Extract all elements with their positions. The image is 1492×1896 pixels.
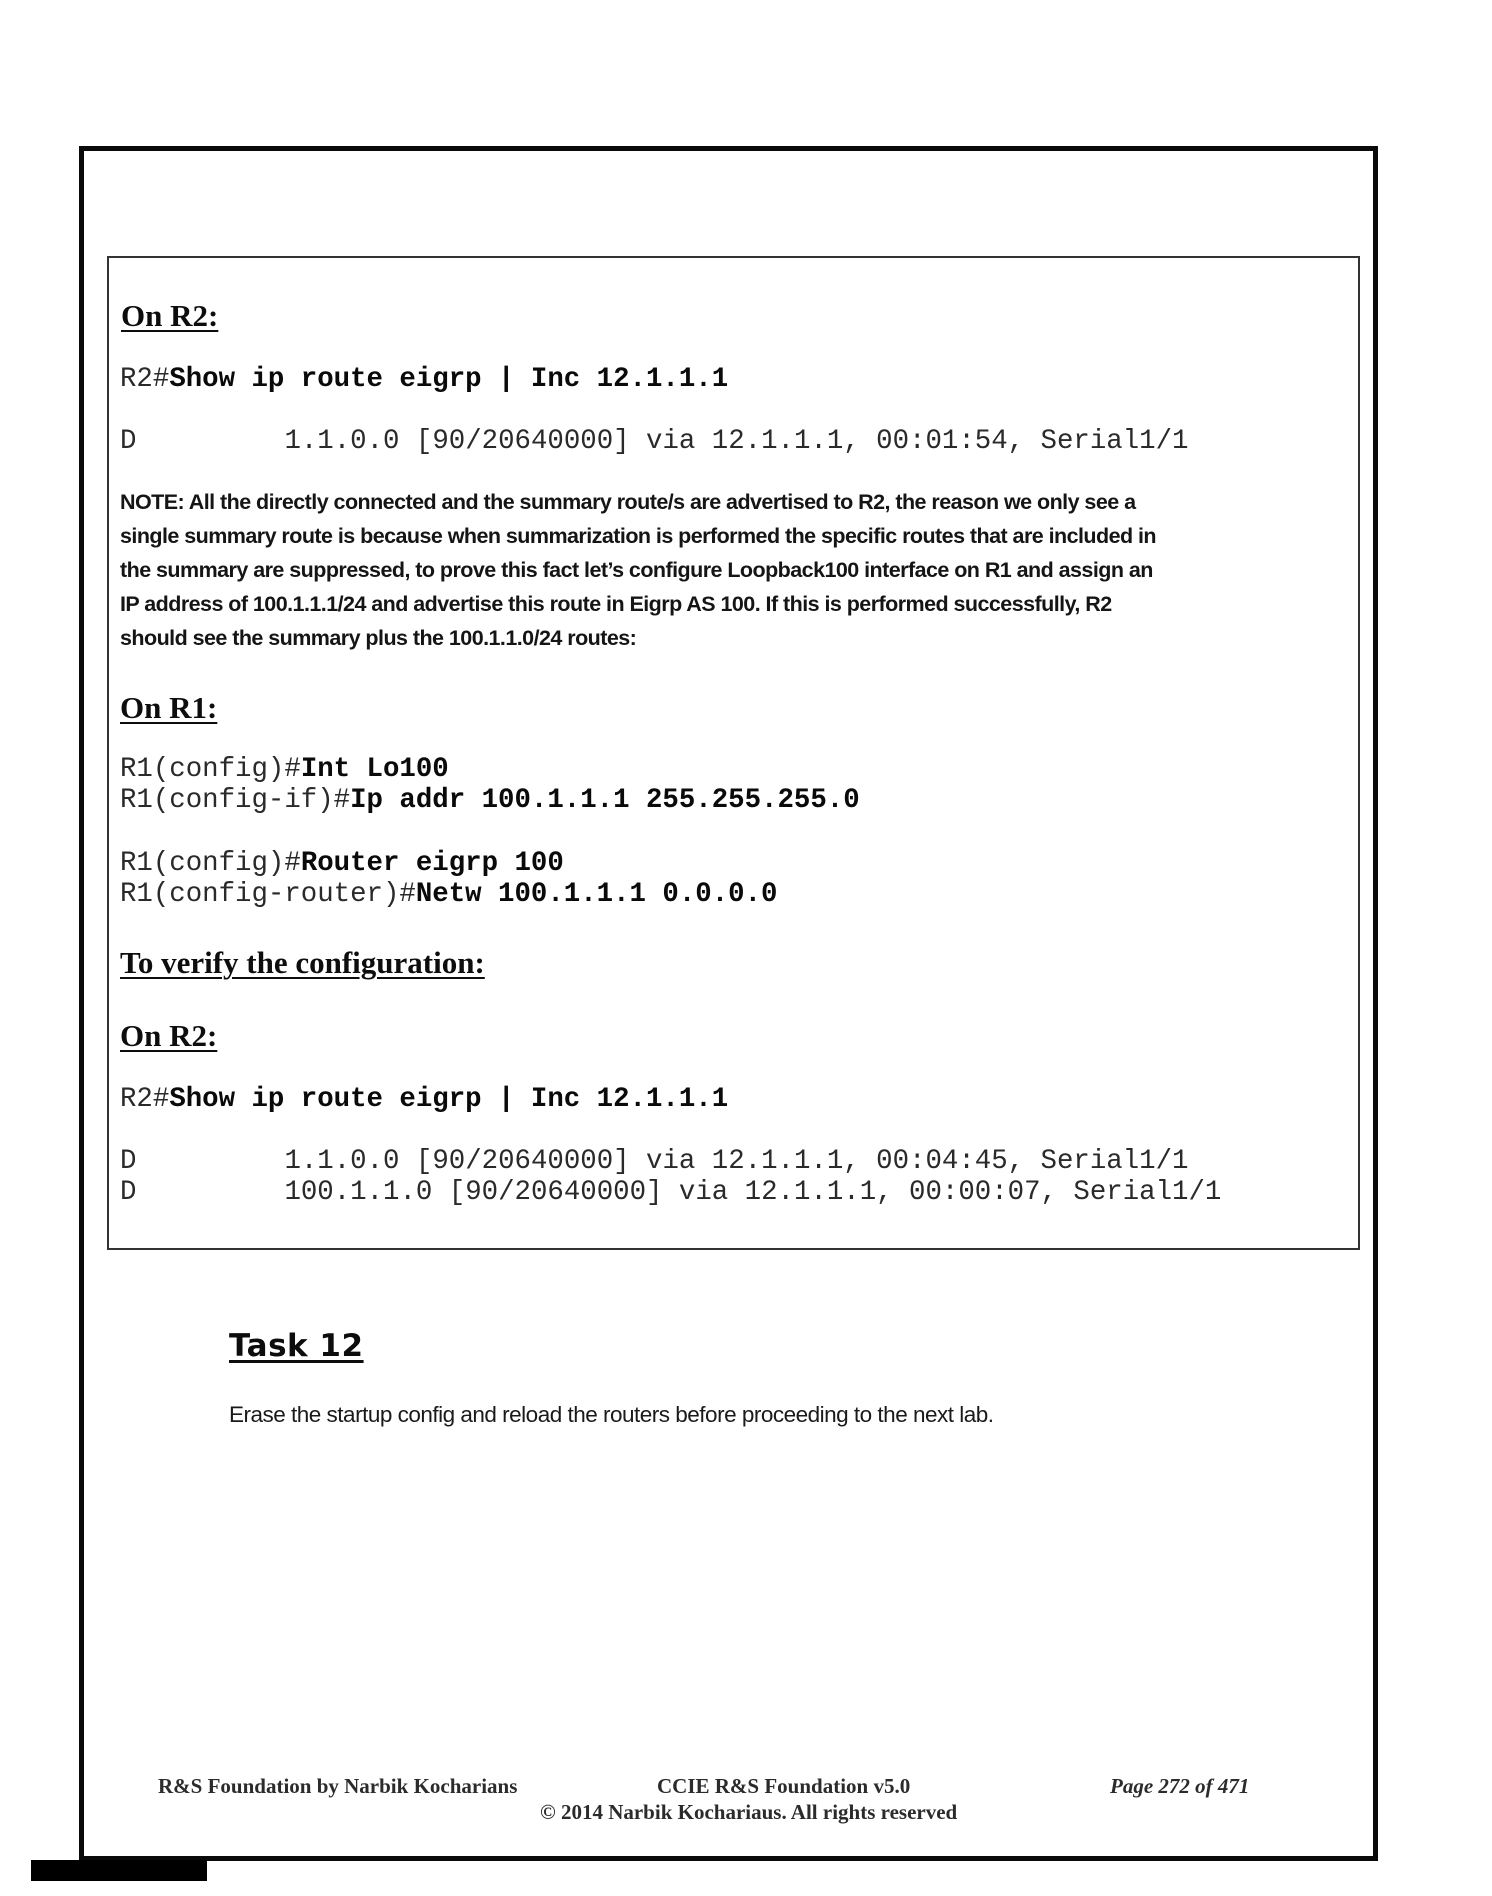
footer-page-number: Page 272 of 471	[1110, 1774, 1250, 1798]
section-heading-on-r2: On R2:	[121, 298, 219, 333]
config-command-line	[120, 850, 564, 877]
config-command-line	[120, 756, 449, 783]
note-line: NOTE: All the directly connected and the summary route/s are advertised to R2, the reason we only see a	[120, 490, 1136, 514]
note-line: should see the summary plus the 100.1.1.0/24 routes:	[120, 626, 637, 650]
route-output-line	[120, 1179, 1221, 1206]
page-corner-mark	[31, 1860, 207, 1881]
command-line	[120, 1086, 728, 1113]
note-line: IP address of 100.1.1.1/24 and advertise this route in Eigrp AS 100. If this is performed successfully, R2	[120, 592, 1112, 616]
config-command: Netw 100.1.1.1 0.0.0.0	[415, 879, 778, 910]
task-title: Task 12	[229, 1328, 364, 1364]
command-prompt: R2#	[120, 364, 170, 395]
command-text: Show ip route eigrp | Inc 12.1.1.1	[169, 364, 729, 395]
config-prompt: R1(config-router)#	[120, 879, 416, 910]
command-line	[120, 366, 728, 393]
route-entry: 1.1.0.0 [90/20640000] via 12.1.1.1, 00:01:54, Serial1/1	[284, 426, 1189, 457]
note-line: single summary route is because when summarization is performed the specific routes that are included in	[120, 524, 1157, 548]
command-text: Show ip route eigrp | Inc 12.1.1.1	[169, 1084, 729, 1115]
route-entry: 100.1.1.0 [90/20640000] via 12.1.1.1, 00:00:07, Serial1/1	[284, 1177, 1222, 1208]
note-line: the summary are suppressed, to prove this fact let’s configure Loopback100 interface on R1 and assign an	[120, 558, 1153, 582]
config-command-line	[120, 787, 860, 814]
footer-author: R&S Foundation by Narbik Kocharians	[158, 1774, 518, 1798]
task-description: Erase the startup config and reload the routers before proceeding to the next lab.	[229, 1402, 994, 1427]
section-heading-on-r1: On R1:	[120, 690, 218, 725]
route-entry: 1.1.0.0 [90/20640000] via 12.1.1.1, 00:04:45, Serial1/1	[284, 1146, 1189, 1177]
route-output-line	[120, 428, 1188, 455]
section-heading-on-r2-verify: On R2:	[120, 1018, 218, 1053]
route-code: D	[120, 1177, 137, 1208]
route-code: D	[120, 1146, 137, 1177]
footer-copyright: © 2014 Narbik Kochariaus. All rights reserved	[540, 1800, 958, 1824]
config-prompt: R1(config)#	[120, 754, 301, 785]
route-output-line	[120, 1148, 1188, 1175]
config-prompt: R1(config-if)#	[120, 785, 351, 816]
config-command: Router eigrp 100	[300, 848, 564, 879]
config-command: Int Lo100	[300, 754, 449, 785]
config-command-line	[120, 881, 778, 908]
command-prompt: R2#	[120, 1084, 170, 1115]
verify-heading: To verify the configuration:	[120, 945, 485, 980]
footer-course-title: CCIE R&S Foundation v5.0	[657, 1774, 911, 1798]
config-command: Ip addr 100.1.1.1 255.255.255.0	[350, 785, 860, 816]
route-code: D	[120, 426, 137, 457]
config-prompt: R1(config)#	[120, 848, 301, 879]
